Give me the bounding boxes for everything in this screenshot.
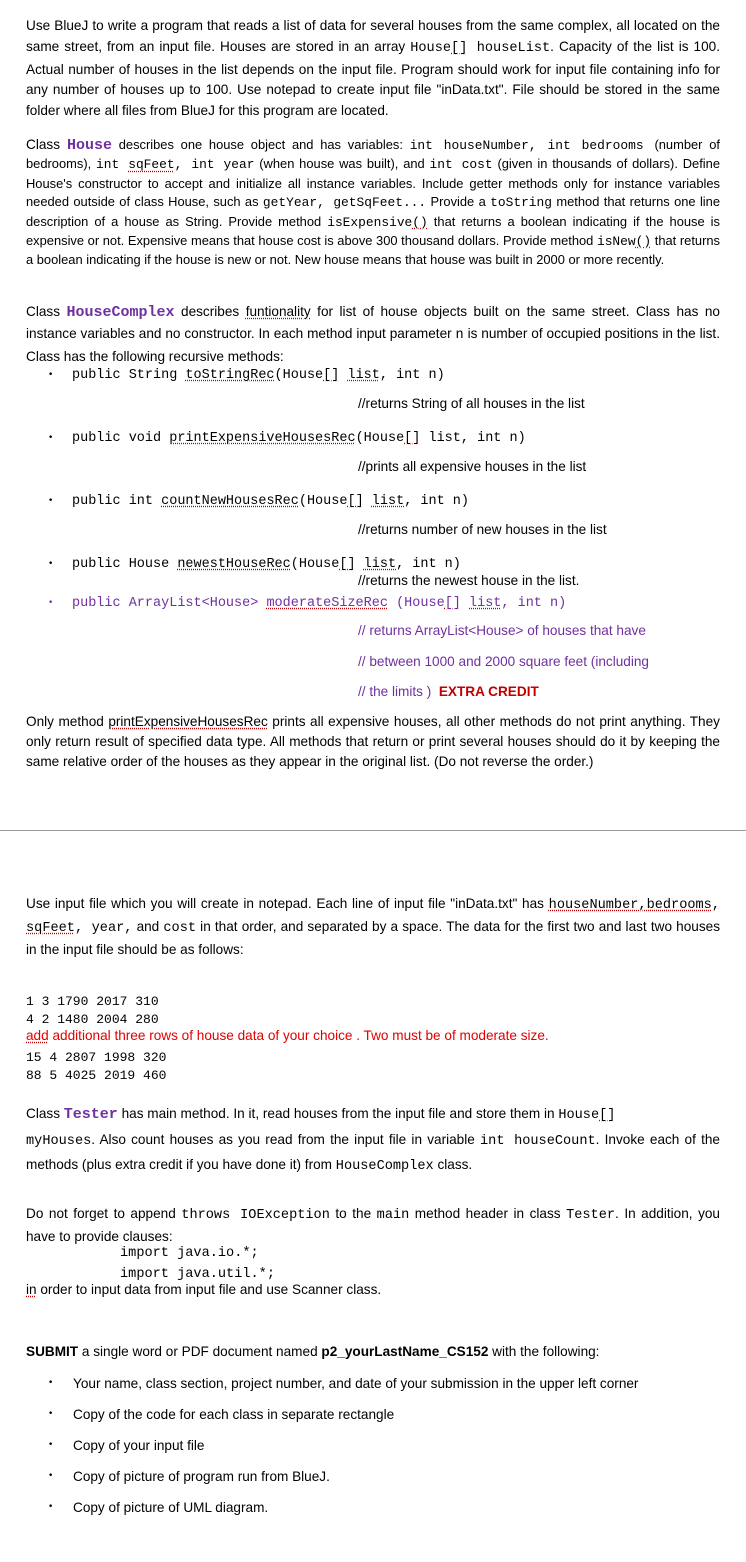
extra-comment-line: // the limits ) EXTRA CREDIT [358, 684, 539, 699]
bullet-icon: • [48, 370, 54, 380]
only-method-paragraph: Only method printExpensiveHousesRec prints all expensive houses, all other methods do not print anything. They only return result of specified data type. All methods that return or print several houses should do it by keeping the same relative order of the houses as they appear in the original list. (Do not reverse the order.) [26, 714, 720, 769]
data-line: 1 3 1790 2017 310 [26, 994, 159, 1009]
import-clause: import java.io.*; [120, 1246, 259, 1261]
housecomplex-paragraph: Class HouseComplex describes funtionality for list of house objects built on the same street. Class has no instance variables and no constructor. In each method input parameter n is number of occupied positions in the list. Class has the following recursive methods: [26, 304, 720, 364]
extra-comment-line: // between 1000 and 2000 square feet (including [358, 654, 649, 669]
section-divider [0, 830, 746, 831]
method-signature: public int countNewHousesRec(House[] list, int n) [72, 494, 469, 509]
data-line: 4 2 1480 2004 280 [26, 1012, 159, 1027]
method-signature: public ArrayList<House> moderateSizeRec (House[] list, int n) [72, 596, 567, 611]
house-class-paragraph: Class House describes one house object and has variables: int houseNumber, int bedrooms (number of bedrooms), int sqFeet, int year (when house was built), and int cost (given in thousands of dollars). Define House's constructor to accept and initialize all instance variables. Include getter methods only for instance variables needed outside of class House, such as getYear, getSqFeet... Provide a toString method that returns one line description of a house as String. Provide method isExpensive() that returns a boolean indicating if the house is expensive or not. Expensive means that house cost is above 300 thousand dollars. Provide method isNew() that returns a boolean indicating if the house is new or not. New house means that house was built in 2000 or more recently. [26, 137, 721, 268]
method-signature: public String toStringRec(House[] list, int n) [72, 368, 445, 383]
bullet-icon: • [48, 433, 54, 443]
bullet-icon: • [48, 1409, 54, 1419]
import-clause: import java.util.*; [120, 1267, 275, 1282]
method-signature: public void printExpensiveHousesRec(House[] list, int n) [72, 431, 526, 446]
housecomplex-class-name: HouseComplex [66, 304, 175, 321]
bullet-icon: • [48, 1378, 54, 1388]
tester-class-name: Tester [63, 1106, 118, 1123]
method-comment: //returns the newest house in the list. [358, 573, 580, 588]
bullet-icon: • [48, 1502, 54, 1512]
bullet-icon: • [48, 598, 54, 608]
bullet-icon: • [48, 559, 54, 569]
bullet-icon: • [48, 496, 54, 506]
add-rows-note: add additional three rows of house data of your choice . Two must be of moderate size. [26, 1028, 549, 1043]
data-line: 88 5 4025 2019 460 [26, 1068, 167, 1083]
extra-comment-line: // returns ArrayList<House> of houses that have [358, 623, 646, 638]
method-signature: public House newestHouseRec(House[] list, int n) [72, 557, 461, 572]
method-comment: //returns String of all houses in the list [358, 396, 585, 411]
extra-credit-label: EXTRA CREDIT [438, 684, 539, 699]
throws-paragraph: Do not forget to append throws IOException to the main method header in class Tester. In addition, you have to provide clauses: [26, 1206, 720, 1244]
bullet-icon: • [48, 1471, 54, 1481]
data-line: 15 4 2807 1998 320 [26, 1050, 167, 1065]
in-order-line: in order to input data from input file and use Scanner class. [26, 1282, 382, 1297]
housecomplex-ref: HouseComplex [335, 1159, 434, 1174]
method-comment: //returns number of new houses in the list [358, 522, 607, 537]
input-file-paragraph: Use input file which you will create in notepad. Each line of input file "inData.txt" has houseNumber,bedrooms, sqFeet, year, and cost in that order, and separated by a space. The data for the first two and last two houses in the input file should be as follows: [26, 896, 720, 957]
intro-paragraph: Use BlueJ to write a program that reads a list of data for several houses from the same complex, all located on the same street, from an input file. Houses are stored in an array House[] houseList. Capacity of the list is 100. Actual number of houses in the list depends on the input file. Program should work for input file containing info for any number of houses up to 100. Use notepad to create input file "inData.txt". File should be stored in the same folder where all files from BlueJ for this program are located. [26, 18, 721, 119]
house-class-name: House [66, 137, 112, 154]
bullet-icon: • [48, 1440, 54, 1450]
tester-paragraph: Class Tester has main method. In it, read houses from the input file and store them in House[] myHouses. Also count houses as you read from the input file in variable int houseCount. Invoke each of the methods (plus extra credit if you have done it) from HouseComplex class. [26, 1106, 720, 1174]
submit-line: SUBMIT a single word or PDF document named p2_yourLastName_CS152 with the following: [26, 1344, 600, 1359]
method-comment: //prints all expensive houses in the list [358, 459, 587, 474]
